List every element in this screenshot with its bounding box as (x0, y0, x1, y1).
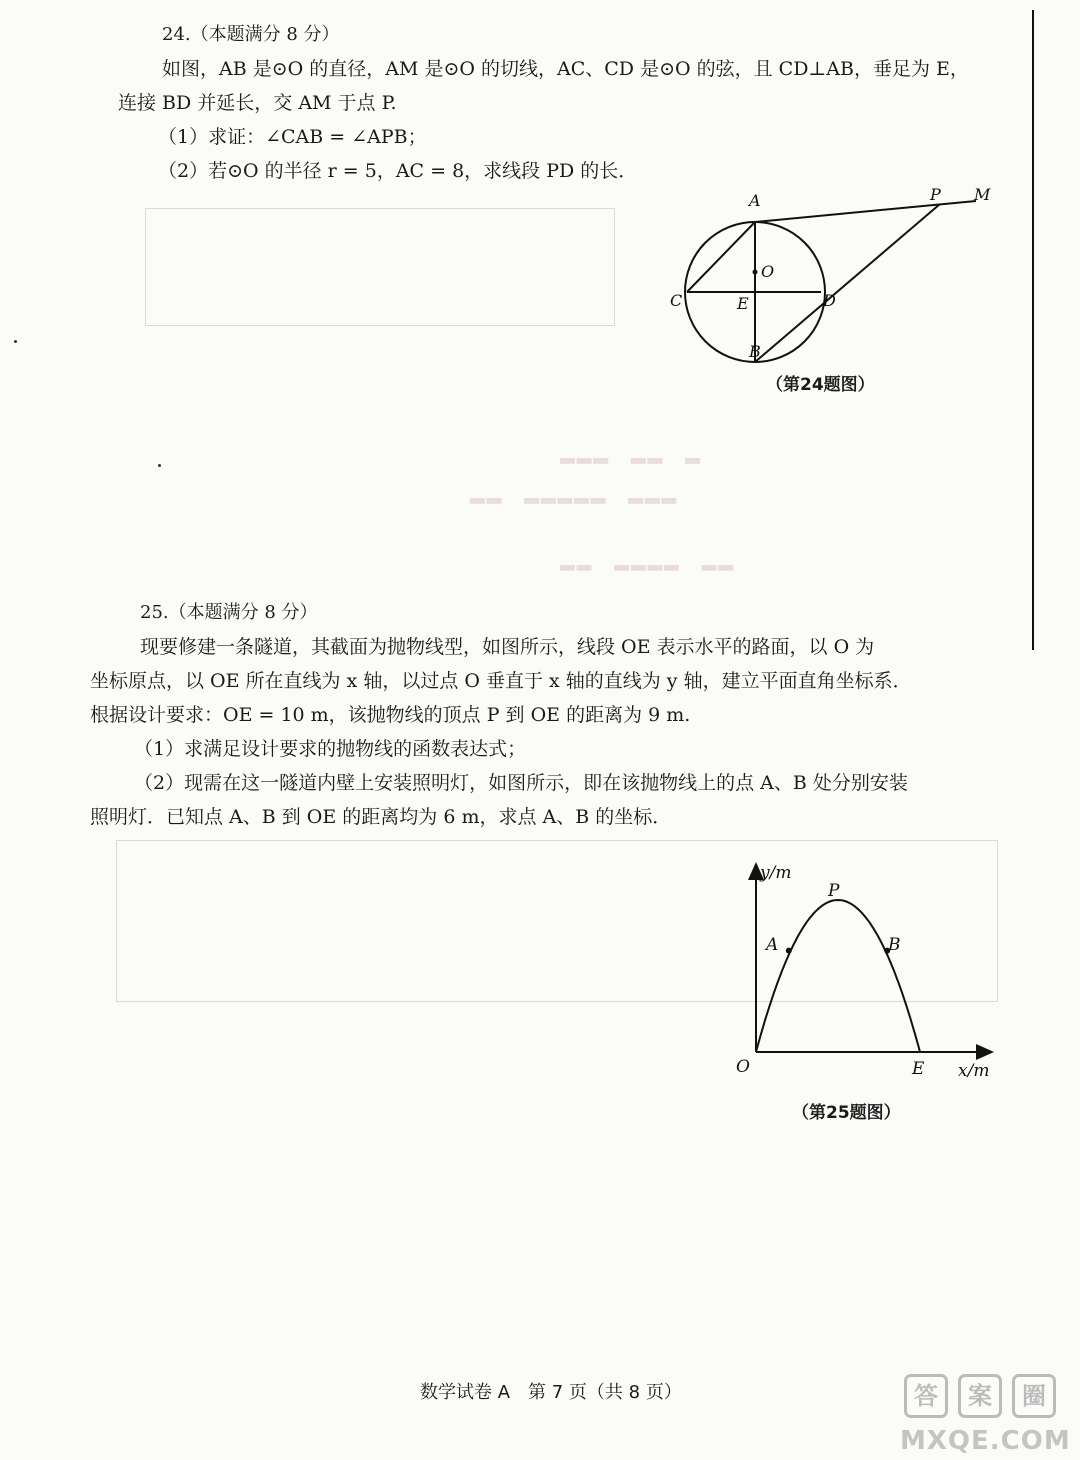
watermark-url: MXQE.COM (900, 1426, 1071, 1456)
label-o: O (736, 1057, 750, 1077)
y-axis-label: y/m (760, 863, 792, 883)
label-a: A (766, 935, 779, 955)
bleed-through-box (145, 208, 615, 326)
point-a (786, 948, 792, 954)
tangent-am (755, 201, 976, 222)
label-e: E (737, 294, 749, 313)
speck (14, 340, 17, 343)
q24-figure (650, 176, 1010, 376)
bleed-through-text: ▂▂ ▂▂▂▂▂ ▂▂▂ (470, 482, 679, 504)
q24-stem-line1: 如图，AB 是⊙O 的直径，AM 是⊙O 的切线，AC、CD 是⊙O 的弦，且 CD⊥AB，垂足为 E， (162, 58, 969, 80)
q25-part2-line1: （2）现需在这一隧道内壁上安装照明灯，如图所示，即在该抛物线上的点 A、B 处分别安装 (134, 772, 908, 794)
label-b: B (888, 935, 901, 955)
question-24 (118, 18, 969, 188)
label-c: C (670, 291, 683, 310)
label-o: O (761, 262, 775, 281)
watermark-char: 答 (904, 1374, 948, 1418)
label-b: B (749, 342, 761, 361)
x-axis-label: x/m (958, 1061, 990, 1081)
watermark-char: 圈 (1012, 1374, 1056, 1418)
label-e: E (912, 1059, 925, 1079)
speck (158, 464, 161, 467)
page-footer: 数学试卷 A 第 7 页（共 8 页） (420, 1382, 682, 1403)
label-p: P (828, 881, 840, 901)
binding-line (1032, 10, 1034, 650)
q24-part1: （1）求证：∠CAB = ∠APB； (158, 126, 427, 148)
q24-header: 24.（本题满分 8 分） (162, 24, 340, 45)
watermark-logo (900, 1368, 1076, 1456)
watermark-char: 案 (958, 1374, 1002, 1418)
q25-stem-line2: 坐标原点，以 OE 所在直线为 x 轴，以过点 O 垂直于 x 轴的直线为 y 轴，建立平面直角坐标系． (90, 670, 912, 692)
label-m: M (974, 185, 991, 204)
label-d: D (823, 291, 836, 310)
center-point (753, 270, 758, 275)
q24-stem-line2: 连接 BD 并延长，交 AM 于点 P. (118, 92, 397, 114)
bleed-through-text: ▂▂ ▂▂▂▂ ▂▂ (560, 549, 735, 571)
parabola-curve (756, 900, 920, 1052)
q25-part2-line2: 照明灯．已知点 A、B 到 OE 的距离均为 6 m，求点 A、B 的坐标． (90, 806, 672, 828)
label-a: A (749, 191, 761, 210)
q25-caption: （第25题图） (792, 1103, 901, 1123)
q25-stem-line3: 根据设计要求：OE = 10 m，该抛物线的顶点 P 到 OE 的距离为 9 m. (90, 704, 691, 726)
q24-part2: （2）若⊙O 的半径 r = 5，AC = 8，求线段 PD 的长． (158, 160, 638, 182)
chord-ac (687, 222, 755, 292)
bleed-through-text: ▂▂▂ ▂▂ ▂ (560, 442, 702, 464)
q25-chart (720, 850, 1010, 1090)
q25-part1: （1）求满足设计要求的抛物线的函数表达式； (134, 738, 527, 760)
q25-header: 25.（本题满分 8 分） (140, 602, 318, 623)
q25-stem-line1: 现要修建一条隧道，其截面为抛物线型，如图所示，线段 OE 表示水平的路面，以 O 为 (140, 636, 875, 658)
label-p: P (930, 185, 941, 204)
q24-caption: （第24题图） (766, 375, 875, 395)
question-25 (90, 596, 912, 834)
